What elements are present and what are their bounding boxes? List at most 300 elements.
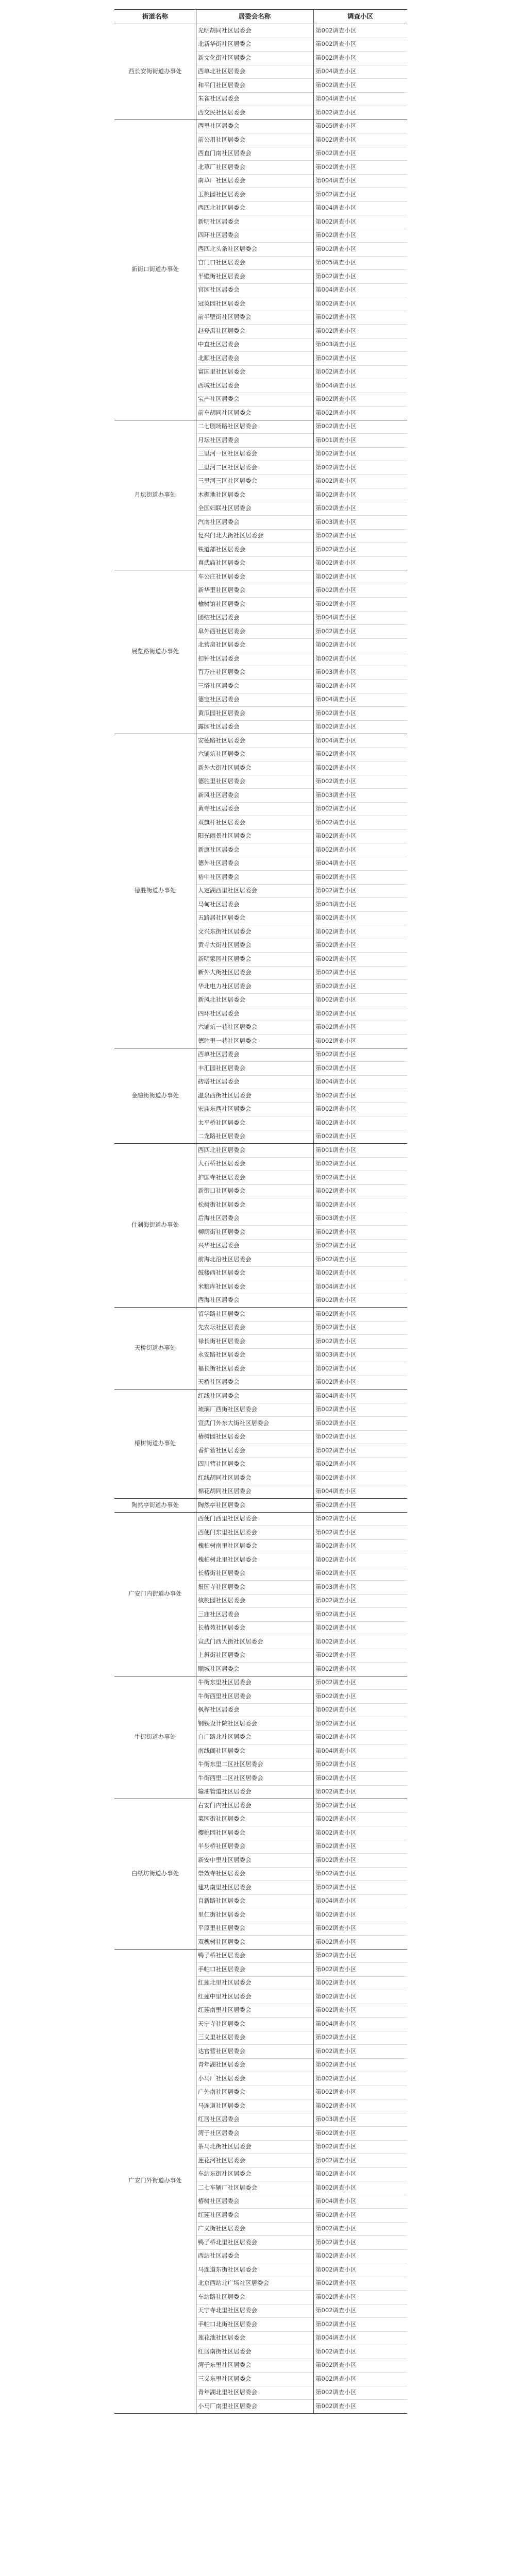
committee-name: 马连道东街社区居委会 (198, 2265, 257, 2273)
committee-name: 温泉西街社区居委会 (198, 1091, 252, 1099)
survey-cell-id: 第002调查小区 (315, 1637, 357, 1645)
committee-name: 红居南街社区居委会 (198, 2347, 252, 2355)
street-name: 天桥街道办事处 (134, 1344, 176, 1351)
survey-cell-id: 第002调查小区 (315, 1009, 357, 1017)
committee-name: 前海北沿社区居委会 (198, 1255, 252, 1263)
survey-cell-id: 第002调查小区 (315, 1501, 357, 1509)
survey-cell-id: 第002调查小区 (315, 2225, 357, 2232)
survey-cell-id: 第002调查小区 (315, 2361, 357, 2368)
survey-cell-id: 第004调查小区 (315, 2197, 357, 2205)
committee-name: 黄寺大街社区居委会 (198, 941, 252, 948)
survey-cell-id: 第002调查小区 (315, 1692, 357, 1700)
committee-name: 小马厂南里社区居委会 (198, 2402, 257, 2410)
committee-name: 北顺社区居委会 (198, 354, 240, 362)
survey-cell-id: 第002调查小区 (315, 2088, 357, 2095)
survey-cell-id: 第002调查小区 (315, 1883, 357, 1891)
committee-name: 北营房社区居委会 (198, 641, 245, 648)
survey-cell-id: 第005调查小区 (315, 259, 357, 266)
survey-cell-id: 第002调查小区 (315, 1228, 357, 1235)
committee-name: 前车胡同社区居委会 (198, 409, 252, 416)
survey-cell-id: 第002调查小区 (315, 190, 357, 198)
survey-cell-id: 第002调查小区 (315, 1555, 357, 1563)
survey-cell-id: 第002调查小区 (315, 1719, 357, 1727)
survey-cell-id: 第004调查小区 (315, 1897, 357, 1904)
survey-cell-id: 第002调查小区 (315, 245, 357, 252)
committee-name: 西交民社区居委会 (198, 108, 245, 116)
survey-cell-id: 第001调查小区 (315, 1146, 357, 1154)
committee-name: 新外大街社区居委会 (198, 764, 252, 771)
committee-name: 德胜里一巷社区居委会 (198, 1037, 257, 1044)
survey-cell-id: 第002调查小区 (315, 1924, 357, 1931)
committee-name: 新华里社区居委会 (198, 586, 245, 594)
survey-cell-id: 第002调查小区 (315, 1706, 357, 1713)
committee-name: 白广路北社区居委会 (198, 1733, 252, 1740)
survey-cell-id: 第002调查小区 (315, 1774, 357, 1782)
committee-name: 人定湖西里社区居委会 (198, 887, 257, 894)
header-street: 街道名称 (142, 12, 168, 20)
survey-cell-id: 第002调查小区 (315, 750, 357, 757)
committee-name: 小马厂社区居委会 (198, 2074, 245, 2082)
survey-cell-id: 第002调查小区 (315, 641, 357, 648)
survey-cell-id: 第002调查小区 (315, 422, 357, 430)
committee-name: 禄长街社区居委会 (198, 1337, 245, 1345)
committee-name: 裕中社区居委会 (198, 873, 240, 880)
committee-name: 砖塔社区居委会 (198, 1078, 240, 1085)
survey-cell-id: 第002调查小区 (315, 2265, 357, 2273)
survey-cell-id: 第001调查小区 (315, 436, 357, 444)
committee-name: 华北电力社区居委会 (198, 982, 252, 990)
survey-cell-id: 第002调查小区 (315, 490, 357, 498)
committee-name: 三义东里社区居委会 (198, 2375, 252, 2382)
survey-cell-id: 第002调查小区 (315, 26, 357, 34)
committee-name: 顺城社区居委会 (198, 1665, 240, 1672)
survey-cell-id: 第002调查小区 (315, 135, 357, 143)
committee-name: 玉桃园社区居委会 (198, 190, 245, 198)
committee-name: 留学路社区居委会 (198, 1310, 245, 1317)
survey-cell-id: 第002调查小区 (315, 1255, 357, 1263)
committee-name: 椿树社区居委会 (198, 2197, 240, 2205)
committee-name: 丰汇园社区居委会 (198, 1064, 245, 1072)
survey-cell-id: 第002调查小区 (315, 163, 357, 171)
committee-name: 宣武门西大街社区居委会 (198, 1637, 263, 1645)
survey-cell-id: 第002调查小区 (315, 1815, 357, 1822)
survey-cell-id: 第002调查小区 (315, 108, 357, 116)
survey-cell-id: 第002调查小区 (315, 2102, 357, 2109)
survey-cell-id: 第002调查小区 (315, 1050, 357, 1058)
survey-cell-id: 第002调查小区 (315, 1296, 357, 1303)
committee-name: 车站路社区居委会 (198, 2293, 245, 2300)
committee-name: 文兴东街社区居委会 (198, 927, 252, 935)
survey-cell-id: 第004调查小区 (315, 1487, 357, 1495)
survey-cell-id: 第002调查小区 (315, 723, 357, 730)
committee-name: 官园社区居委会 (198, 286, 240, 293)
survey-cell-id: 第002调查小区 (315, 1856, 357, 1863)
survey-cell-id: 第002调查小区 (315, 299, 357, 307)
committee-name: 平原里社区居委会 (198, 1924, 245, 1931)
committee-name: 护国寺社区居委会 (198, 1173, 245, 1181)
committee-name: 茶马北街社区居委会 (198, 2143, 252, 2150)
survey-cell-id: 第003调查小区 (315, 341, 357, 348)
survey-cell-id: 第004调查小区 (315, 204, 357, 211)
survey-cell-id: 第005调查小区 (315, 122, 357, 129)
survey-cell-id: 第002调查小区 (315, 955, 357, 962)
committee-name: 南线阁社区居委会 (198, 1747, 245, 1754)
survey-cell-id: 第004调查小区 (315, 696, 357, 703)
survey-cell-id: 第002调查小区 (315, 2347, 357, 2355)
committee-name: 德外社区居委会 (198, 859, 240, 867)
street-name: 金融街街道办事处 (131, 1091, 179, 1099)
committee-name: 三里河二区社区居委会 (198, 463, 257, 471)
committee-name: 上斜街社区居委会 (198, 1651, 245, 1658)
survey-cell-id: 第002调查小区 (315, 873, 357, 880)
survey-cell-id: 第002调查小区 (315, 1446, 357, 1454)
committee-name: 手帕口北街社区居委会 (198, 2320, 257, 2328)
committee-name: 光明胡同社区居委会 (198, 26, 252, 34)
committee-name: 南草厂社区居委会 (198, 177, 245, 184)
committee-name: 棉花胡同社区居委会 (198, 1487, 252, 1495)
committee-name: 宝产社区居委会 (198, 395, 240, 402)
survey-cell-id: 第002调查小区 (315, 1515, 357, 1522)
survey-cell-id: 第002调查小区 (315, 1118, 357, 1126)
survey-cell-id: 第002调查小区 (315, 1528, 357, 1536)
committee-name: 西站社区居委会 (198, 2252, 240, 2259)
committee-name: 崇效寺社区居委会 (198, 1870, 245, 1877)
survey-cell-id: 第003调查小区 (315, 791, 357, 799)
survey-cell-id: 第002调查小区 (315, 1460, 357, 1467)
survey-cell-id: 第003调查小区 (315, 668, 357, 675)
street-name: 广安门内街道办事处 (128, 1589, 182, 1597)
survey-cell-id: 第002调查小区 (315, 1760, 357, 1768)
committee-name: 太平桥社区居委会 (198, 1118, 245, 1126)
committee-name: 新风北社区居委会 (198, 996, 245, 1003)
committee-name: 汽南社区居委会 (198, 518, 240, 526)
committee-name: 三义里社区居委会 (198, 2033, 245, 2041)
committee-name: 樱桃园社区居委会 (198, 1828, 245, 1836)
survey-cell-id: 第002调查小区 (315, 1269, 357, 1276)
survey-cell-id: 第002调查小区 (315, 1788, 357, 1795)
survey-cell-id: 第002调查小区 (315, 1173, 357, 1181)
committee-name: 车公庄社区居委会 (198, 572, 245, 580)
committee-name: 新明家园社区居委会 (198, 955, 252, 962)
committee-name: 冠英园社区居委会 (198, 299, 245, 307)
header-survey-cell: 调查小区 (347, 12, 373, 20)
committee-name: 三里河一区社区居委会 (198, 450, 257, 457)
survey-cell-id: 第002调查小区 (315, 1242, 357, 1249)
survey-cell-id: 第002调查小区 (315, 2183, 357, 2191)
committee-name: 宫门口社区居委会 (198, 259, 245, 266)
column-divider (313, 9, 314, 2414)
committee-name: 鸭子桥北里社区居委会 (198, 2238, 257, 2246)
survey-cell-id: 第003调查小区 (315, 1214, 357, 1222)
committee-name: 双旗杆社区居委会 (198, 818, 245, 826)
survey-cell-id: 第004调查小区 (315, 1282, 357, 1290)
survey-cell-id: 第002调查小区 (315, 1364, 357, 1372)
survey-cell-id: 第002调查小区 (315, 1801, 357, 1809)
committee-name: 三庙社区居委会 (198, 1610, 240, 1618)
committee-name: 输油管道社区居委会 (198, 1788, 252, 1795)
committee-name: 百万庄社区居委会 (198, 668, 245, 675)
survey-cell-id: 第002调查小区 (315, 1828, 357, 1836)
survey-cell-id: 第002调查小区 (315, 777, 357, 785)
survey-cell-id: 第002调查小区 (315, 941, 357, 948)
survey-cell-id: 第002调查小区 (315, 1160, 357, 1167)
survey-cell-id: 第002调查小区 (315, 2033, 357, 2041)
committee-name: 枫桦社区居委会 (198, 1706, 240, 1713)
survey-cell-id: 第002调查小区 (315, 450, 357, 457)
committee-name: 香炉营社区居委会 (198, 1446, 245, 1454)
survey-cell-id: 第002调查小区 (315, 313, 357, 320)
survey-cell-id: 第002调查小区 (315, 2279, 357, 2286)
survey-cell-id: 第002调查小区 (315, 2252, 357, 2259)
survey-cell-id: 第002调查小区 (315, 982, 357, 990)
survey-cell-id: 第002调查小区 (315, 1992, 357, 2000)
committee-name: 米粮库社区居委会 (198, 1282, 245, 1290)
survey-cell-id: 第002调查小区 (315, 818, 357, 826)
committee-name: 露园社区居委会 (198, 723, 240, 730)
committee-name: 二七剧场路社区居委会 (198, 422, 257, 430)
committee-name: 广义街社区居委会 (198, 2225, 245, 2232)
committee-name: 天宁寺社区居委会 (198, 2020, 245, 2027)
committee-name: 西便门东里社区居委会 (198, 1528, 257, 1536)
survey-cell-id: 第002调查小区 (315, 1965, 357, 1973)
survey-cell-id: 第002调查小区 (315, 477, 357, 484)
committee-name: 牛街西里社区居委会 (198, 1692, 252, 1700)
survey-cell-id: 第002调查小区 (315, 2047, 357, 2055)
committee-name: 北京西站北广场社区居委会 (198, 2279, 269, 2286)
committee-name: 湾子社区居委会 (198, 2129, 240, 2137)
survey-cell-id: 第002调查小区 (315, 845, 357, 853)
committee-name: 福长街社区居委会 (198, 1364, 245, 1372)
survey-cell-id: 第002调查小区 (315, 1473, 357, 1481)
survey-cell-id: 第004调查小区 (315, 1392, 357, 1399)
survey-cell-id: 第002调查小区 (315, 532, 357, 539)
survey-cell-id: 第004调查小区 (315, 381, 357, 389)
survey-cell-id: 第002调查小区 (315, 1064, 357, 1072)
committee-name: 新文化街社区居委会 (198, 54, 252, 61)
committee-name: 鼓楼西社区居委会 (198, 1269, 245, 1276)
survey-cell-id: 第002调查小区 (315, 2170, 357, 2177)
committee-name: 西城社区居委会 (198, 381, 240, 389)
street-name: 什刹海街道办事处 (131, 1221, 179, 1229)
committee-name: 前半壁街社区居委会 (198, 313, 252, 320)
committee-name: 二龙路社区居委会 (198, 1132, 245, 1140)
survey-cell-id: 第002调查小区 (315, 1870, 357, 1877)
survey-cell-id: 第002调查小区 (315, 2320, 357, 2328)
committee-name: 红莲中里社区居委会 (198, 1992, 252, 2000)
survey-cell-id: 第003调查小区 (315, 518, 357, 526)
survey-cell-id: 第002调查小区 (315, 40, 357, 47)
committee-name: 马甸社区居委会 (198, 900, 240, 908)
committee-name: 永安路社区居委会 (198, 1351, 245, 1358)
committee-name: 陶然亭社区居委会 (198, 1501, 245, 1509)
survey-cell-id: 第002调查小区 (315, 1597, 357, 1604)
survey-cell-id: 第002调查小区 (315, 1952, 357, 1959)
survey-cell-id: 第002调查小区 (315, 1624, 357, 1631)
committee-name: 广外南社区居委会 (198, 2088, 245, 2095)
survey-cell-id: 第004调查小区 (315, 2020, 357, 2027)
street-name: 西长安街街道办事处 (128, 67, 182, 75)
survey-cell-id: 第002调查小区 (315, 914, 357, 921)
committee-name: 里仁街社区居委会 (198, 1910, 245, 1918)
survey-cell-id: 第002调查小区 (315, 1542, 357, 1549)
survey-cell-id: 第004调查小区 (315, 1747, 357, 1754)
committee-name: 西直门南社区居委会 (198, 149, 252, 157)
committee-name: 核桃园社区居委会 (198, 1597, 245, 1604)
survey-cell-id: 第002调查小区 (315, 2375, 357, 2382)
survey-cell-id: 第002调查小区 (315, 1433, 357, 1440)
committee-name: 半步桥社区居委会 (198, 1842, 245, 1850)
survey-cell-id: 第002调查小区 (315, 463, 357, 471)
committee-name: 右安门内社区居委会 (198, 1801, 252, 1809)
committee-name: 后海社区居委会 (198, 1214, 240, 1222)
survey-cell-id: 第003调查小区 (315, 900, 357, 908)
committee-name: 德胜里社区居委会 (198, 777, 245, 785)
survey-cell-id: 第002调查小区 (315, 1910, 357, 1918)
survey-cell-id: 第004调查小区 (315, 177, 357, 184)
survey-cell-id: 第002调查小区 (315, 504, 357, 512)
committee-name: 新明社区居委会 (198, 217, 240, 225)
committee-name: 牛街西里二区社区居委会 (198, 1774, 263, 1782)
committee-name: 三里河三区社区居委会 (198, 477, 257, 484)
committee-name: 新康社区居委会 (198, 845, 240, 853)
committee-name: 扣钟社区居委会 (198, 654, 240, 662)
committee-name: 马连道社区居委会 (198, 2102, 245, 2109)
committee-name: 安德路社区居委会 (198, 736, 245, 744)
survey-cell-id: 第002调查小区 (315, 1938, 357, 1945)
committee-name: 兴华社区居委会 (198, 1242, 240, 1249)
survey-cell-id: 第002调查小区 (315, 1200, 357, 1208)
committee-name: 天桥社区居委会 (198, 1378, 240, 1385)
survey-cell-id: 第002调查小区 (315, 927, 357, 935)
survey-cell-id: 第002调查小区 (315, 2061, 357, 2068)
committee-name: 宏庙东西社区居委会 (198, 1105, 252, 1112)
survey-cell-id: 第002调查小区 (315, 559, 357, 566)
committee-name: 先农坛社区居委会 (198, 1324, 245, 1331)
survey-cell-id: 第002调查小区 (315, 1023, 357, 1030)
survey-cell-id: 第002调查小区 (315, 2129, 357, 2137)
committee-name: 新街口社区居委会 (198, 1187, 245, 1194)
survey-cell-id: 第002调查小区 (315, 887, 357, 894)
survey-cell-id: 第002调查小区 (315, 327, 357, 334)
committee-name: 红居社区居委会 (198, 2115, 240, 2123)
survey-cell-id: 第002调查小区 (315, 600, 357, 607)
survey-cell-id: 第002调查小区 (315, 654, 357, 662)
committee-name: 槐柏树北里社区居委会 (198, 1555, 257, 1563)
committee-name: 菜园街社区居委会 (198, 1815, 245, 1822)
committee-name: 富国里社区居委会 (198, 368, 245, 375)
survey-cell-id: 第002调查小区 (315, 2156, 357, 2164)
committee-name: 西四北头条社区居委会 (198, 245, 257, 252)
committee-name: 天宁寺北里社区居委会 (198, 2307, 257, 2314)
survey-cell-id: 第002调查小区 (315, 2006, 357, 2013)
committee-name: 全国妇联社区居委会 (198, 504, 252, 512)
committee-name: 湾子东里社区居委会 (198, 2361, 252, 2368)
survey-cell-id: 第002调查小区 (315, 1337, 357, 1345)
committee-name: 铁道部社区居委会 (198, 545, 245, 553)
committee-name: 宣武门外东大街社区居委会 (198, 1419, 269, 1427)
committee-name: 莲花河社区居委会 (198, 2156, 245, 2164)
committee-name: 木樨地社区居委会 (198, 490, 245, 498)
committee-name: 牛街东里二区社区居委会 (198, 1760, 263, 1768)
committee-name: 红线社区居委会 (198, 1392, 240, 1399)
committee-name: 真武庙社区居委会 (198, 559, 245, 566)
survey-cell-id: 第002调查小区 (315, 2074, 357, 2082)
survey-cell-id: 第002调查小区 (315, 1310, 357, 1317)
survey-cell-id: 第002调查小区 (315, 1378, 357, 1385)
survey-cell-id: 第002调查小区 (315, 1842, 357, 1850)
committee-name: 黄寺社区居委会 (198, 805, 240, 812)
committee-name: 西单社区居委会 (198, 1050, 240, 1058)
committee-name: 四环社区居委会 (198, 231, 240, 239)
committee-name: 西海社区居委会 (198, 1296, 240, 1303)
committee-name: 阜外西社区居委会 (198, 627, 245, 635)
survey-cell-id: 第002调查小区 (315, 832, 357, 839)
survey-cell-id: 第002调查小区 (315, 2143, 357, 2150)
survey-cell-id: 第002调查小区 (315, 545, 357, 553)
survey-cell-id: 第002调查小区 (315, 1187, 357, 1194)
survey-cell-id: 第002调查小区 (315, 272, 357, 280)
survey-cell-id: 第002调查小区 (315, 2388, 357, 2396)
committee-name: 西四北社区居委会 (198, 1146, 245, 1154)
committee-name: 阳光丽景社区居委会 (198, 832, 252, 839)
committee-name: 德宝社区居委会 (198, 696, 240, 703)
committee-name: 中直社区居委会 (198, 341, 240, 348)
committee-name: 前公用社区居委会 (198, 135, 245, 143)
committee-name: 五路居社区居委会 (198, 914, 245, 921)
committee-name: 六铺炕一巷社区居委会 (198, 1023, 257, 1030)
survey-cell-id: 第004调查小区 (315, 95, 357, 102)
survey-cell-id: 第002调查小区 (315, 2238, 357, 2246)
header-committee: 居委会名称 (238, 12, 271, 20)
survey-cell-id: 第004调查小区 (315, 2334, 357, 2341)
committee-name: 椿树园社区居委会 (198, 1433, 245, 1440)
survey-cell-id: 第002调查小区 (315, 1610, 357, 1618)
committee-name: 红莲南里社区居委会 (198, 2006, 252, 2013)
street-name: 德胜街道办事处 (134, 887, 176, 894)
survey-cell-id: 第002调查小区 (315, 586, 357, 594)
survey-cell-id: 第003调查小区 (315, 1583, 357, 1590)
survey-cell-id: 第002调查小区 (315, 1733, 357, 1740)
survey-cell-id: 第004调查小区 (315, 859, 357, 867)
survey-cell-id: 第002调查小区 (315, 2211, 357, 2218)
committee-name: 榆树馆社区居委会 (198, 600, 245, 607)
committee-name: 黄瓜园社区居委会 (198, 709, 245, 717)
committee-name: 手帕口社区居委会 (198, 1965, 245, 1973)
committee-name: 车站东街社区居委会 (198, 2170, 252, 2177)
committee-name: 槐柏树南里社区居委会 (198, 1542, 257, 1549)
survey-cell-id: 第004调查小区 (315, 736, 357, 744)
committee-name: 建功南里社区居委会 (198, 1883, 252, 1891)
committee-name: 双槐树社区居委会 (198, 1938, 245, 1945)
committee-name: 达官营社区居委会 (198, 2047, 245, 2055)
committee-name: 西单北社区居委会 (198, 67, 245, 75)
survey-cell-id: 第002调查小区 (315, 1665, 357, 1672)
survey-cell-id: 第002调查小区 (315, 682, 357, 689)
survey-cell-id: 第002调查小区 (315, 1132, 357, 1140)
committee-name: 柳荫街社区居委会 (198, 1228, 245, 1235)
committee-name: 青年湖北里社区居委会 (198, 2388, 257, 2396)
survey-cell-id: 第002调查小区 (315, 368, 357, 375)
committee-name: 钢铁设计院社区居委会 (198, 1719, 257, 1727)
survey-cell-id: 第002调查小区 (315, 395, 357, 402)
survey-cell-id: 第002调查小区 (315, 969, 357, 976)
committee-name: 青年湖社区居委会 (198, 2061, 245, 2068)
committee-name: 月坛社区居委会 (198, 436, 240, 444)
survey-cell-id: 第004调查小区 (315, 67, 357, 75)
committee-name: 朱雀社区居委会 (198, 95, 240, 102)
committee-name: 六铺炕社区居委会 (198, 750, 245, 757)
committee-name: 红线胡同社区居委会 (198, 1473, 252, 1481)
